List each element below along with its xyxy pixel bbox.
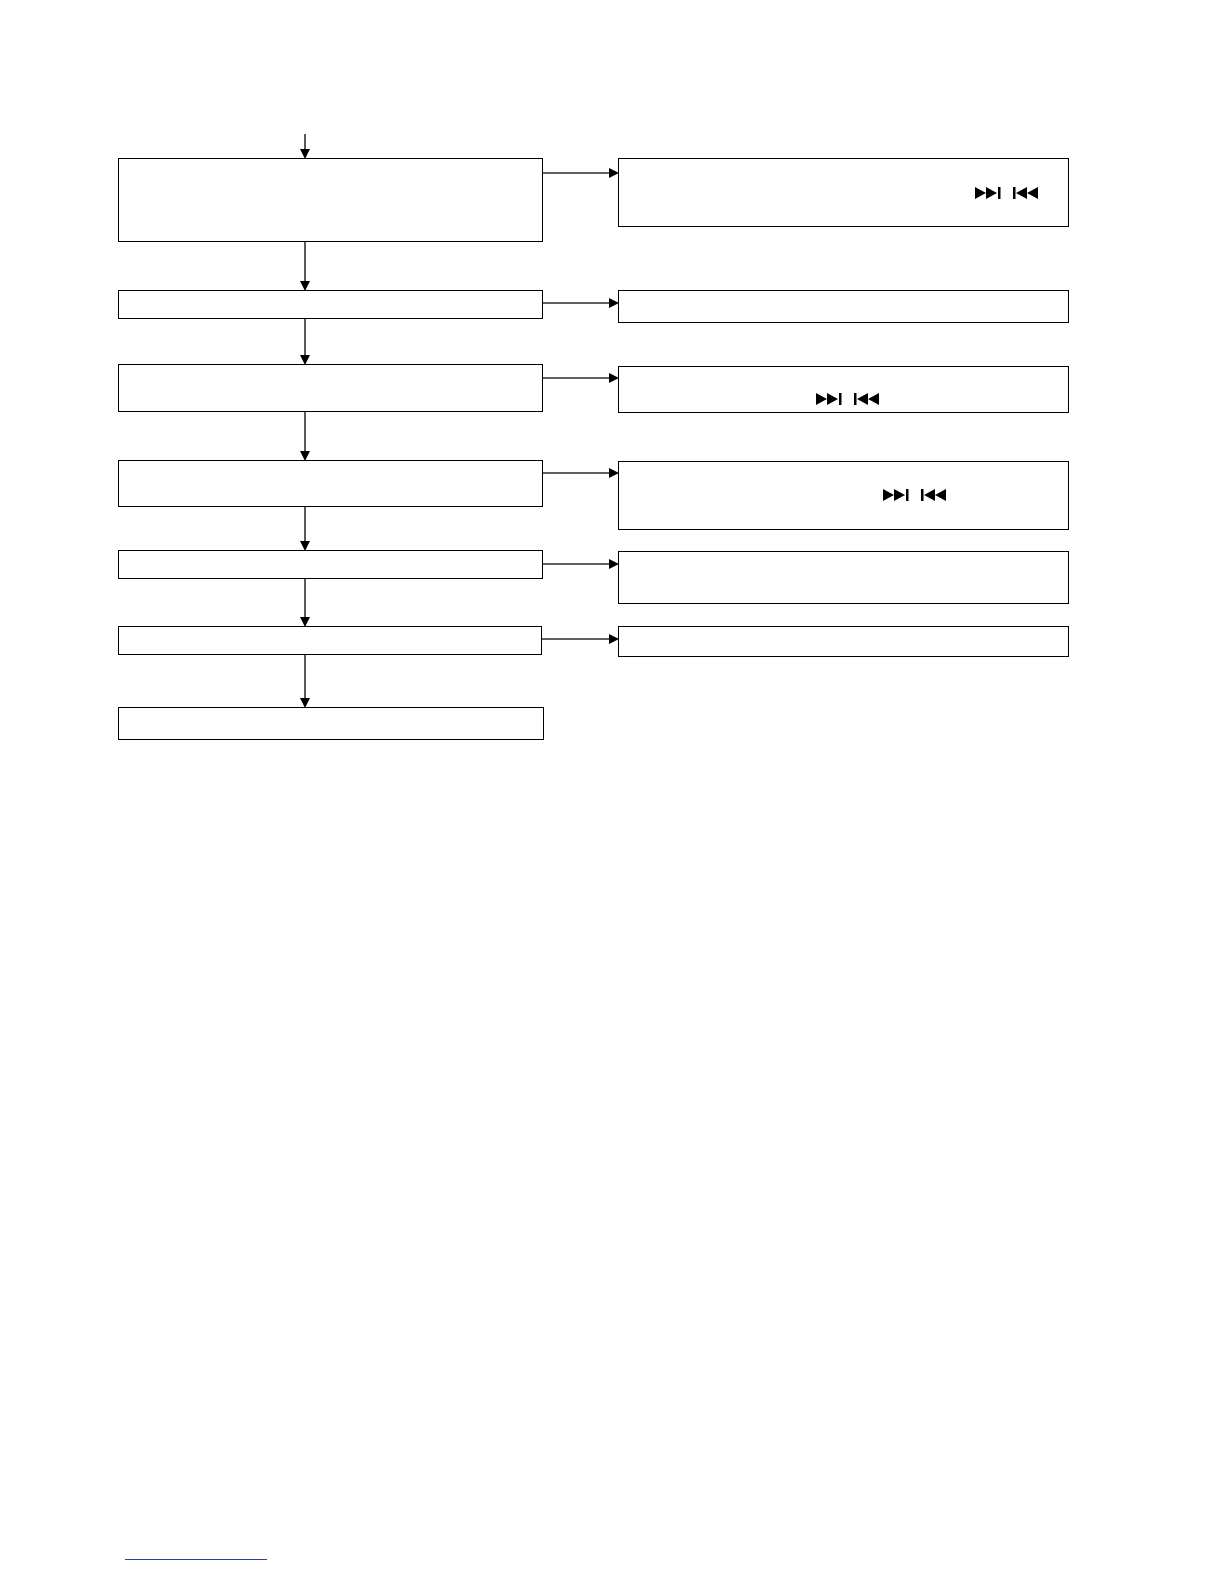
flow-note-4 [618,461,1069,530]
flow-note-2 [618,290,1069,323]
footer-rule [125,1559,267,1560]
flow-step-1 [118,158,543,242]
flow-note-5 [618,551,1069,604]
next-track-icon [975,187,1002,199]
flow-note-3 [618,366,1069,413]
flow-note-6 [618,626,1069,657]
next-track-icon [816,393,843,405]
skip-buttons-group [975,187,1039,199]
previous-track-icon [853,393,880,405]
previous-track-icon [1012,187,1039,199]
skip-buttons-group [816,393,880,405]
flow-step-5 [118,550,543,579]
flow-step-7 [118,707,544,740]
skip-buttons-group [883,489,947,501]
next-track-icon [883,489,910,501]
flow-step-2 [118,290,543,319]
flow-step-6 [118,626,542,655]
flow-step-3 [118,364,543,412]
previous-track-icon [920,489,947,501]
flow-step-4 [118,460,543,507]
